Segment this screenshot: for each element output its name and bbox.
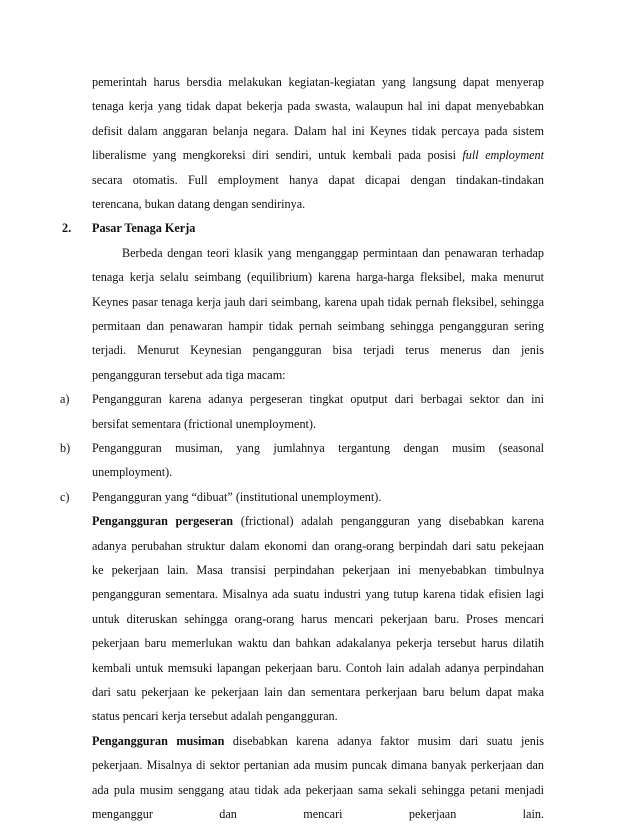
text-line [92, 147, 544, 163]
bold-term: Pengangguran pergeseran [92, 514, 234, 529]
list-item: Pengangguran karena adanya pergeseran tingkat oputput dari berbagai sektor dan ini [92, 392, 544, 407]
text-line: pekerjaan baru memerlukan waktu dan bahkan adakalanya pekerja tersebut harus dilatih [92, 636, 544, 651]
text-line: menganggur dan mencari pekerjaan lain. [92, 807, 544, 821]
text-line: permitaan dan penawaran hampir tidak pernah seimbang sehingga pengangguran sering [92, 319, 544, 333]
text-line: pengangguran sementara. Misalnya ada suatu industri yang tutup karena tidak efisien lagi [92, 587, 544, 602]
text-line: ada pula musim senggang atau tidak ada pekerjaan sama sekali sehingga petani menjadi [92, 782, 544, 797]
section-number: 2. [62, 221, 72, 236]
text-line: tenaga kerja yang tidak dapat bekerja pada swasta, walaupun hal ini dapat menyebabkan [92, 99, 544, 114]
text-line: adanya perubahan struktur dalam ekonomi dan orang-orang berpindah dari satu pekejaan [92, 538, 544, 553]
list-label: a) [60, 392, 70, 407]
text-line: pengangguran tersebut ada tiga macam: [92, 367, 286, 382]
text-line [92, 733, 544, 749]
text-line [92, 513, 544, 529]
text-span: liberalisme yang mengkoreksi diri sendiri, untuk kembali pada posisi [92, 148, 463, 163]
text-span: disebabkan karena adanya faktor musim dari suatu jenis [224, 733, 544, 748]
text-line: secara otomatis. Full employment hanya dapat dicapai dengan tindakan-tindakan [92, 172, 544, 187]
text-line: Berbeda dengan teori klasik yang menganggap permintaan dan penawaran terhadap [122, 245, 544, 260]
text-line: kembali untuk memsuki lapangan pekerjaan baru. Contoh lain adalah adanya perpindahan [92, 660, 544, 675]
text-line: untuk diteruskan sehingga orang-orang harus mencari pekerjaan baru. Proses mencari [92, 611, 544, 626]
italic-term: full employment [462, 148, 545, 163]
text-line: terjadi. Menurut Keynesian pengangguran bisa terjadi terus menerus dan jenis [92, 343, 544, 358]
text-line: defisit dalam anggaran belanja negara. Dalam hal ini Keynes tidak percaya pada sistem [92, 123, 544, 138]
list-label: c) [60, 489, 70, 504]
text-line: dari satu pekerjaan ke pekerjaan lain dan sementara perkerjaan baru belum dapat maka [92, 685, 544, 699]
list-item: bersifat sementara (frictional unemployment). [92, 416, 317, 431]
section-title: Pasar Tenaga Kerja [92, 221, 196, 236]
list-label: b) [60, 441, 71, 455]
list-item: Pengangguran musiman, yang jumlahnya tergantung dengan musim (seasonal [92, 441, 544, 455]
list-item: Pengangguran yang “dibuat” (institutional unemployment). [92, 489, 382, 504]
text-line: tenaga kerja selalu seimbang (equilibrium) karena harga-harga fleksibel, maka menurut [92, 270, 544, 285]
bold-term: Pengangguran musiman [92, 733, 225, 748]
text-line: terencana, bukan datang dengan sendirinya. [92, 197, 306, 211]
list-item: unemployment). [92, 465, 173, 480]
text-line: pemerintah harus bersdia melakukan kegiatan-kegiatan yang langsung dapat menyerap [92, 75, 544, 89]
text-line: status pencari kerja tersebut adalah pengangguran. [92, 709, 338, 724]
text-span: (frictional) adalah pengangguran yang disebabkan karena [233, 514, 544, 529]
text-line: pekerjaan. Misalnya di sektor pertanian ada musim puncak dimana banyak perkerjaan dan [92, 758, 544, 773]
text-line: ke pekerjaan lain. Masa transisi perpindahan pekerjaan ini menyebabkan timbulnya [92, 563, 544, 577]
text-line: Keynes pasar tenaga kerja jauh dari seimbang, karena upah tidak pernah fleksibel, sehingga [92, 294, 544, 309]
